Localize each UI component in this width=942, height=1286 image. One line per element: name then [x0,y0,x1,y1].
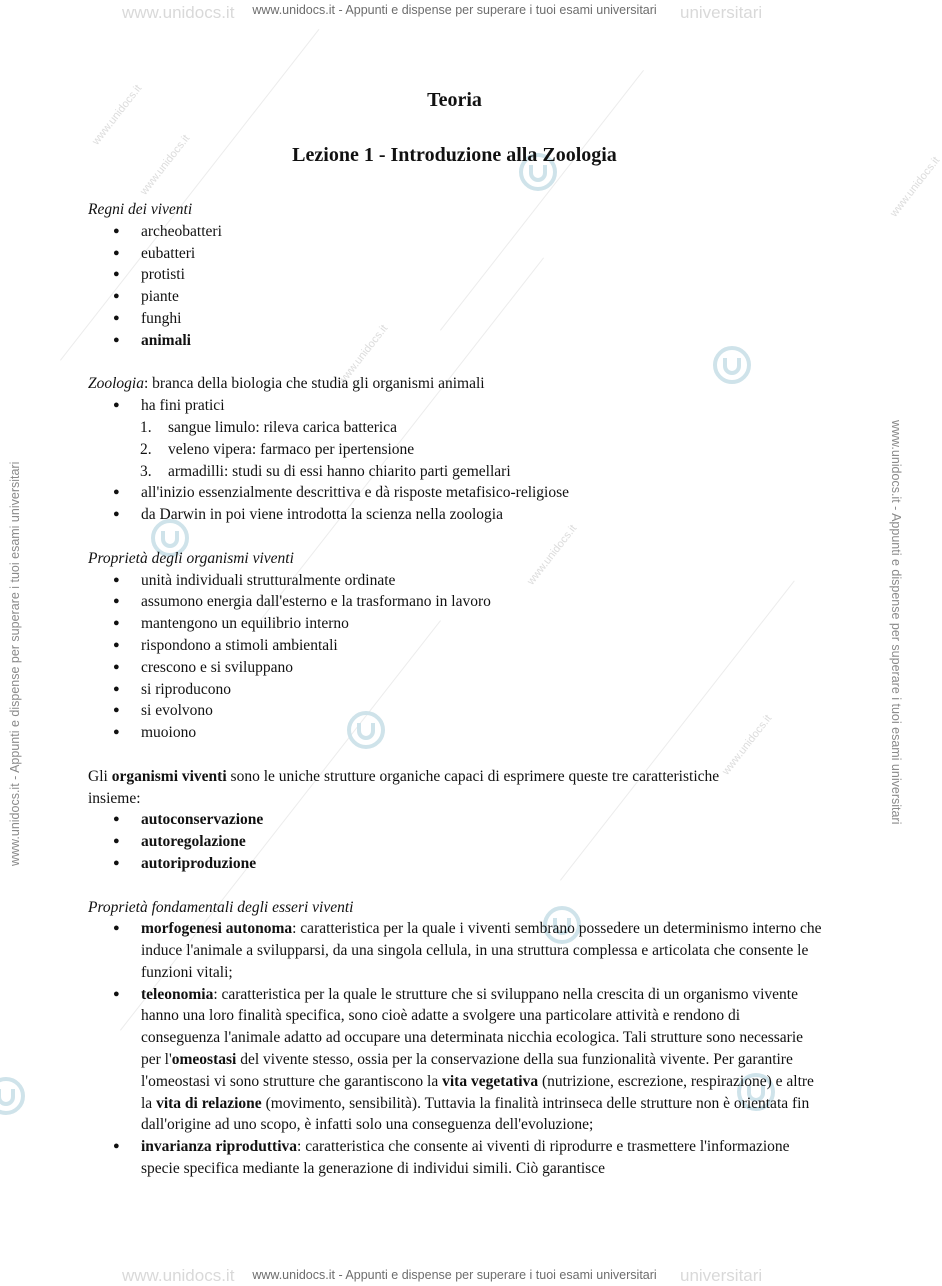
proprieta-list [88,570,823,744]
organismi-paragraph: Gli organismi viventi sono le uniche strutture organiche capaci di esprimere queste tre caratteristiche insieme: [88,767,720,807]
numbered-item: 1. sangue limulo: rileva carica batterica [140,418,397,436]
list-item: ● protisti [88,264,823,286]
examples-list [88,417,823,482]
list-item: ● si riproducono [88,679,823,701]
list-item: ● autoriproduzione [88,853,823,875]
list-item: ● morfogenesi autonoma: caratteristica per la quale i viventi sembrano possedere un determinismo interno che induce l'animale a svilupparsi, da una singola cellula, in una struttura complessa e articolata che consente le funzioni vitali; [88,918,823,983]
list-item: ● piante [88,286,823,308]
list-item: ● crescono e si sviluppano [88,657,823,679]
ghost-watermark-top-left: www.unidocs.it [122,3,235,22]
zoologia-list [88,395,823,526]
list-item: ● si evolvono [88,700,823,722]
list-item: ● mantengono un equilibrio interno [88,613,823,635]
list-item: ● animali [88,330,823,352]
ghost-watermark-bottom-right: universitari [680,1266,763,1285]
section-heading-proprieta: Proprietà degli organismi viventi [88,549,294,567]
header-watermark: www.unidocs.it - Appunti e dispense per superare i tuoi esami universitari [252,3,657,17]
list-item: ● da Darwin in poi viene introdotta la scienza nella zoologia [88,504,823,526]
zoologia-definition: Zoologia: branca della biologia che studia gli organismi animali [88,375,485,393]
lesson-title: Lezione 1 - Introduzione alla Zoologia [292,144,617,166]
list-item: ● all'inizio essenzialmente descrittiva e dà risposte metafisico-religiose [88,482,823,504]
diagonal-watermark-text: www.unidocs.it [138,132,193,198]
list-item: ● rispondono a stimoli ambientali [88,635,823,657]
list-item: ● assumono energia dall'esterno e la trasformano in lavoro [88,591,823,613]
list-item: ● invarianza riproduttiva: caratteristica che consente ai viventi di riprodurre e trasmettere l'informazione specie specifica mediante la generazione di individui simili. Ciò garantisce [88,1136,823,1180]
diagonal-watermark-text: www.unidocs.it [336,322,391,388]
diagonal-watermark-text: www.unidocs.it [525,522,580,588]
diagonal-watermark-text: www.unidocs.it [888,154,942,220]
list-item: ● funghi [88,308,823,330]
ghost-watermark-top-right: universitari [680,3,763,22]
list-item: ● unità individuali strutturalmente ordinate [88,570,823,592]
diagonal-watermark-text: www.unidocs.it [90,82,145,148]
list-item: ● muoiono [88,722,823,744]
document-body [88,199,823,1180]
list-item: ● teleonomia: caratteristica per la quale le strutture che si sviluppano nella crescita di un organismo vivente hanno una loro finalità specifica, sono cioè adatte a svolgere una particolare attività e rendono di conseguenza l'animale adatto ad occupare una determinata nicchia ecologica. Tali strutture sono necessarie per l'omeostasi del vivente stesso, ossia per la conservazione della sua funzionalità vivente. Per garantire l'omeostasi vi sono strutture che garantiscono la vita vegetativa (nutrizione, escrezione, respirazione) e altre la vita di relazione (movimento, sensibilità). Tuttavia la finalità intrinseca delle strutture non è orientata fin dall'origine ad uno scopo, è infatti solo una conseguenza dell'evoluzione; [88,984,823,1137]
regni-list [88,221,823,352]
left-side-watermark: www.unidocs.it - Appunti e dispense per superare i tuoi esami universitari [8,461,22,866]
fondamentali-list [88,918,823,1180]
list-item: ● eubatteri [88,243,823,265]
list-item: ● autoregolazione [88,831,823,853]
section-heading-fondamentali: Proprietà fondamentali degli esseri viventi [88,898,354,916]
unidocs-logo-icon [0,1076,26,1116]
numbered-item: 3. armadilli: studi su di essi hanno chiarito parti gemellari [140,462,511,480]
document-title: Teoria [427,89,482,111]
ghost-watermark-bottom-left: www.unidocs.it [122,1266,235,1285]
list-item: ● autoconservazione [88,809,823,831]
diagonal-watermark-text: www.unidocs.it [720,712,775,778]
list-item: ● ha fini pratici 1. sangue limulo: rileva carica batterica 2. veleno vipera: farmaco per ipertensione 3. armadilli: studi su di essi hanno chiarito parti gemellari [88,395,823,482]
caratteristiche-list [88,809,823,874]
numbered-item: 2. veleno vipera: farmaco per ipertensione [140,440,415,458]
right-side-watermark: www.unidocs.it - Appunti e dispense per superare i tuoi esami universitari [889,420,903,825]
section-heading-regni: Regni dei viventi [88,201,193,218]
list-item: ● archeobatteri [88,221,823,243]
footer-watermark: www.unidocs.it - Appunti e dispense per superare i tuoi esami universitari [252,1268,657,1282]
